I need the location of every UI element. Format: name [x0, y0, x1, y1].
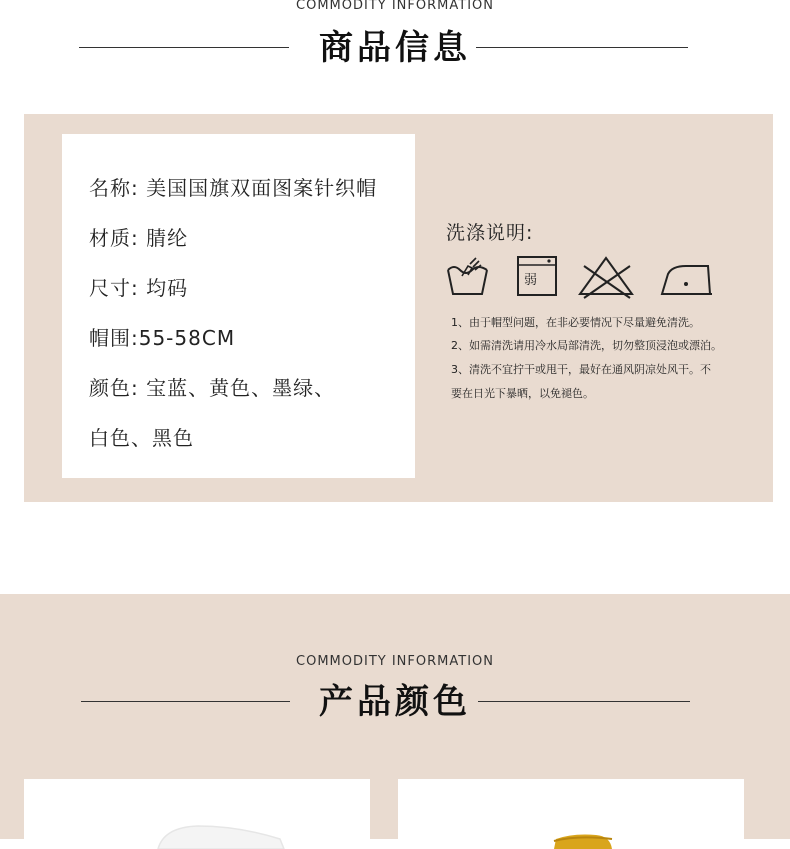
gentle-wash-label: 弱 — [524, 273, 538, 288]
do-not-bleach-icon — [580, 258, 632, 298]
gentle-machine-wash-icon — [518, 257, 556, 295]
spec-card — [62, 134, 415, 478]
iron-low-heat-icon — [662, 266, 712, 294]
spec-circumference: 帽围:55-58CM — [89, 326, 236, 350]
section-eyebrow: COMMODITY INFORMATION — [296, 0, 494, 13]
washing-title: 洗涤说明: — [446, 222, 534, 244]
washing-note-4: 要在日光下暴晒，以免褪色。 — [451, 387, 594, 400]
hand-wash-icon — [448, 258, 487, 294]
washing-note-1: 1、由于帽型问题，在非必要情况下尽量避免清洗。 — [451, 316, 700, 329]
product-info-header — [0, 0, 790, 114]
spec-name: 名称: 美国国旗双面图案针织帽 — [89, 176, 378, 200]
washing-note-2: 2、如需清洗请用冷水局部清洗，切勿整顶浸泡或漂泊。 — [451, 339, 722, 352]
product-info-panel — [24, 114, 773, 502]
section-title-row — [0, 678, 790, 726]
spec-size: 尺寸: 均码 — [89, 276, 189, 300]
washing-icons — [446, 254, 746, 299]
section-eyebrow: COMMODITY INFORMATION — [296, 654, 494, 669]
section-title: 产品颜色 — [319, 682, 471, 722]
product-colors-section — [0, 594, 790, 839]
spec-colors-continued: 白色、黑色 — [89, 426, 194, 450]
spec-colors: 颜色: 宝蓝、黄色、墨绿、 — [89, 376, 336, 400]
section-title: 商品信息 — [319, 28, 471, 68]
section-title-row — [0, 24, 790, 72]
title-divider-right — [478, 701, 690, 702]
title-divider-right — [476, 47, 688, 48]
washing-note-3: 3、清洗不宜拧干或甩干，最好在通风阴凉处风干。不 — [451, 363, 711, 376]
spec-material: 材质: 腈纶 — [89, 226, 189, 250]
